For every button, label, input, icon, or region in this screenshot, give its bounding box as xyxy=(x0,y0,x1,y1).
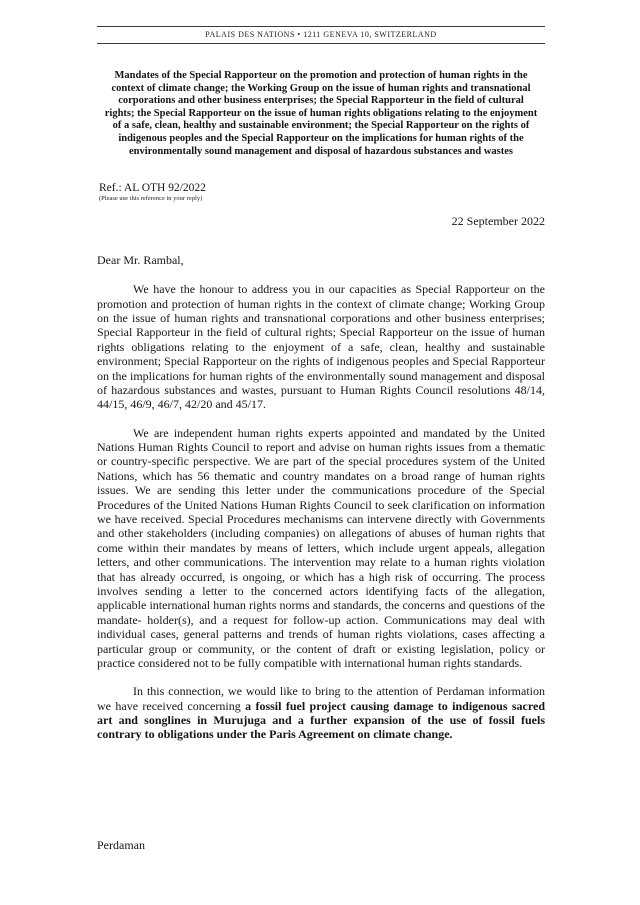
body-paragraph-3 xyxy=(97,684,545,742)
letterhead-text: PALAIS DES NATIONS • 1211 GENEVA 10, SWITZERLAND xyxy=(205,30,437,39)
letterhead xyxy=(97,26,545,44)
body-paragraph-1: We have the honour to address you in our capacities as Special Rapporteur on the promotion and protection of human rights in the context of climate change; Working Group on the issue of human rights and transnational corporations and other business enterprises; Special Rapporteur in the field of cultural rights; Special Rapporteur on the issue of human rights obligations relating to the enjoyment of a safe, clean, healthy and sustainable environment; Special Rapporteur on the rights of indigenous peoples and Special Rapporteur on the implications for human rights of the environmentally sound management and disposal of hazardous substances and wastes, pursuant to Human Rights Council resolutions 48/14, 44/15, 46/9, 46/7, 42/20 and 45/17. xyxy=(97,282,545,412)
letter-date: 22 September 2022 xyxy=(451,214,545,229)
salutation: Dear Mr. Rambal, xyxy=(97,253,184,268)
mandates-header: Mandates of the Special Rapporteur on the promotion and protection of human rights in the context of climate change; the Working Group on the issue of human rights and transnational corporations and other business enterprises; the Special Rapporteur in the field of cultural rights; the Special Rapporteur on the issue of human rights obligations relating to the enjoyment of a safe, clean, healthy and sustainable environment; the Special Rapporteur on the rights of indigenous peoples and the Special Rapporteur on the implications for human rights of the environmentally sound management and disposal of hazardous substances and wastes xyxy=(104,70,538,157)
reference-note: (Please use this reference in your reply) xyxy=(99,195,203,203)
letterhead-rule-bottom xyxy=(97,43,545,44)
footer-recipient-name: Perdaman xyxy=(97,838,145,852)
body-paragraph-2: We are independent human rights experts appointed and mandated by the United Nations Human Rights Council to report and advise on human rights issues from a thematic or country-specific perspective. We are part of the special procedures system of the United Nations, which has 56 thematic and country mandates on a broad range of human rights issues. We are sending this letter under the communications procedure of the Special Procedures of the United Nations Human Rights Council to seek clarification on information we have received. Special Procedures mechanisms can intervene directly with Governments and other stakeholders (including companies) on allegations of abuses of human rights that come within their mandates by means of letters, which include urgent appeals, allegation letters, and other communications. The intervention may relate to a human rights violation that has already occurred, is ongoing, or which has a high risk of occurring. The process involves sending a letter to the concerned actors identifying facts of the allegation, applicable international human rights norms and standards, the concerns and questions of the mandate- holder(s), and a request for follow-up action. Communications may deal with individual cases, general patterns and trends of human rights violations, cases affecting a particular group or community, or the content of draft or existing legislation, policy or practice considered not to be fully compatible with international human rights standards. xyxy=(97,425,545,670)
reference-number: Ref.: AL OTH 92/2022 xyxy=(99,182,206,195)
paragraph-3-bold-text: a fossil fuel project causing damage to indigenous sacred art and songlines in Murujuga and a further expansion of the use of fossil fuels contrary to obligations under the Paris Agreement on climate change. xyxy=(97,698,545,742)
paragraph-3-normal-text: In this connection, we would like to bring to the attention of Perdaman information we have received concerning xyxy=(97,684,545,713)
reference-block xyxy=(97,182,545,202)
